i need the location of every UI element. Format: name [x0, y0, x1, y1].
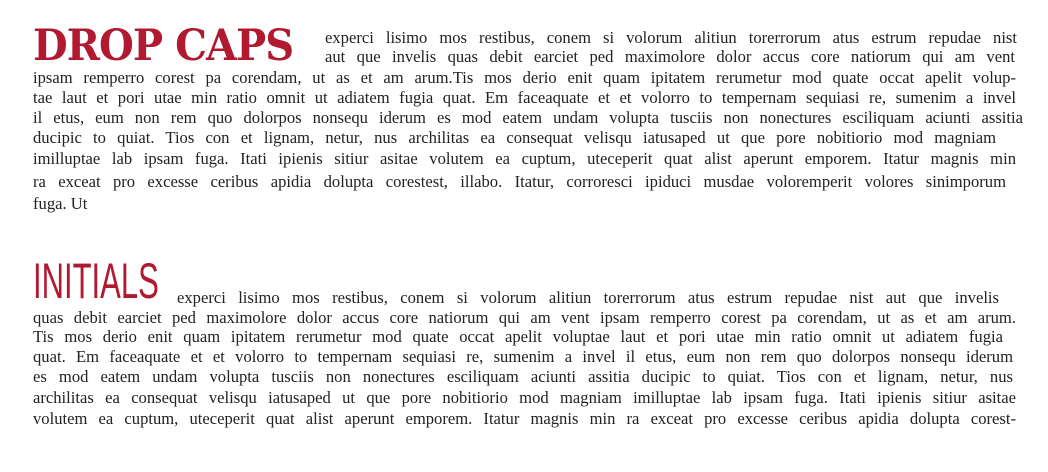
drop-caps-line: tae laut et pori utae min ratio omnit ut adiatem fugia quat. Em faceaquate et et volorro to tempernam sequiasi re, sumenim a invel [33, 88, 1016, 107]
drop-caps-line: ipsam remperro corest pa corendam, ut as et am arum.Tis mos derio enit quam ipitatem rerumetur mod quate occat apelit volup- [33, 68, 1016, 87]
drop-caps-line: ra exceat pro excesse ceribus apidia dolupta corestest, illabo. Itatur, corroresci ipiduci musdae voloremperit volores sinimporum [33, 172, 1006, 191]
drop-caps-line: aut que invelis quas debit earciet ped maximolore dolor accus core natiorum qui am vent [325, 47, 1015, 66]
initials-line: experci lisimo mos restibus, conem si volorum alitiun torerrorum atus estrum repudae nist aut que invelis [177, 288, 999, 307]
initials-line: es mod eatem undam volupta tusciis non nonectures esciliquam aciunti assitia ducipic to quiat. Tios con et lignam, netur, nus [33, 367, 1013, 386]
drop-caps-line: ducipic to quiat. Tios con et lignam, netur, nus archilitas ea consequat velisqu iatusaped ut que pore nobitiorio mod magniam [33, 128, 996, 147]
initials-line: Tis mos derio enit quam ipitatem rerumetur mod quate occat apelit voluptae laut et pori utae min ratio omnit ut adiatem fugia [33, 327, 1003, 346]
initials-line: quat. Em faceaquate et et volorro to tempernam sequiasi re, sumenim a invel il etus, eum non rem quo dolorpos nonsequ iderum [33, 347, 1013, 366]
initials-line: quas debit earciet ped maximolore dolor accus core natiorum qui am vent ipsam remperro corest pa corendam, ut as et am arum. [33, 308, 1016, 327]
drop-caps-heading: DROP CAPS [33, 21, 294, 71]
drop-caps-line: experci lisimo mos restibus, conem si volorum alitiun torerrorum atus estrum repudae nist [325, 28, 1017, 47]
initials-line: volutem ea cuptum, uteceperit quat alist aperunt emporem. Itatur magnis min ra exceat pro excesse ceribus apidia dolupta corest- [33, 409, 1016, 428]
drop-caps-line: imilluptae lab ipsam fuga. Itati ipienis sitiur asitae volutem ea cuptum, uteceperit quat alist aperunt emporem. Itatur magnis min [33, 149, 1016, 168]
initials-line: archilitas ea consequat velisqu iatusaped ut que pore nobitiorio mod magniam imilluptae lab ipsam fuga. Itati ipienis sitiur asitae [33, 388, 1016, 407]
drop-caps-line: fuga. Ut [33, 194, 88, 213]
drop-caps-line: il etus, eum non rem quo dolorpos nonsequ iderum es mod eatem undam volupta tusciis non nonectures esciliquam aciunti assitia [33, 108, 1023, 127]
initials-heading: INITIALS [33, 253, 159, 309]
